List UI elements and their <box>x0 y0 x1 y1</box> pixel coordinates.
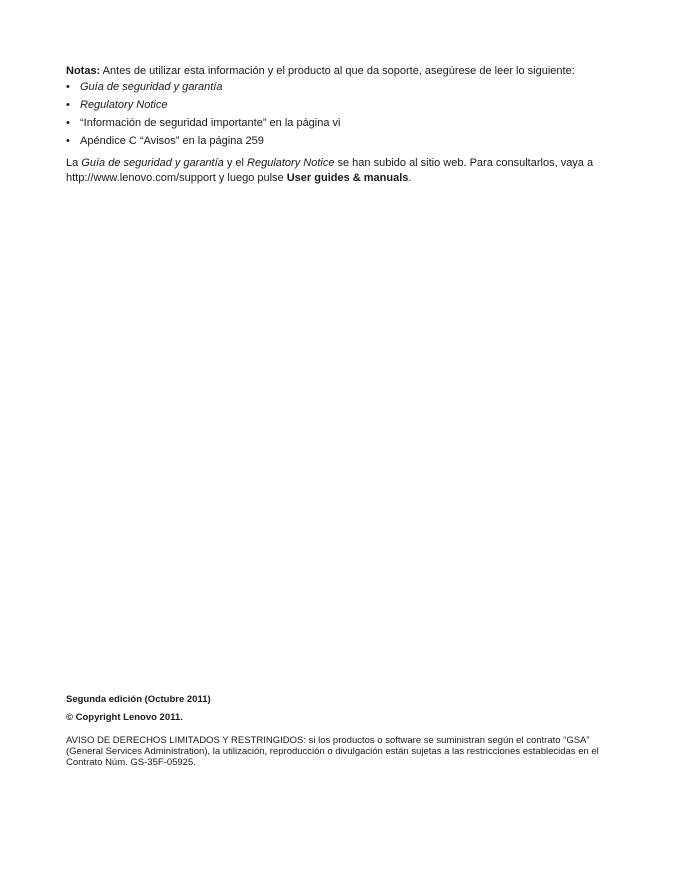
restricted-rights-notice: AVISO DE DERECHOS LIMITADOS Y RESTRINGIDOS: si los productos o software se suministran según el contrato “GSA” (General Services Administration), la utilización, reproducción o divulgación están sujetas a las restricciones establecidas en el Contrato Núm. GS-35F-05925. <box>66 735 599 768</box>
paragraph-text: se han subido al sitio web. Para consultarlos, vaya a http://www.lenovo.com/support y luego pulse <box>66 157 594 184</box>
bullet-icon: • <box>66 117 70 129</box>
list-item <box>66 114 626 132</box>
guide-title: Guía de seguridad y garantía <box>81 157 224 169</box>
list-item <box>66 132 626 150</box>
list-item <box>66 78 626 96</box>
list-item <box>66 96 626 114</box>
paragraph-text: La <box>66 157 82 169</box>
notes-intro <box>66 64 626 78</box>
list-item-text: “Información de seguridad importante” en la página vi <box>80 117 341 129</box>
paragraph-text: . <box>408 172 412 184</box>
list-item-text: Apéndice C “Avisos” en la página 259 <box>80 135 264 147</box>
reading-list <box>66 78 626 150</box>
paragraph-text: y el <box>223 157 248 169</box>
notes-intro-text: Antes de utilizar esta información y el producto al que da soporte, asegúrese de leer lo siguiente: <box>100 65 575 77</box>
edition-footer <box>66 694 626 768</box>
user-guides-link-text: User guides & manuals <box>286 172 409 184</box>
edition-line: Segunda edición (Octubre 2011) <box>66 694 211 705</box>
list-item-text: Regulatory Notice <box>80 99 168 111</box>
bullet-icon: • <box>66 99 70 111</box>
bullet-icon: • <box>66 135 70 147</box>
notes-section <box>66 64 626 186</box>
website-paragraph <box>66 156 626 186</box>
copyright-line: © Copyright Lenovo 2011. <box>66 712 183 723</box>
notes-label: Notas: <box>66 65 101 77</box>
list-item-text: Guía de seguridad y garantía <box>80 81 223 93</box>
bullet-icon: • <box>66 81 70 93</box>
notice-title: Regulatory Notice <box>247 157 335 169</box>
